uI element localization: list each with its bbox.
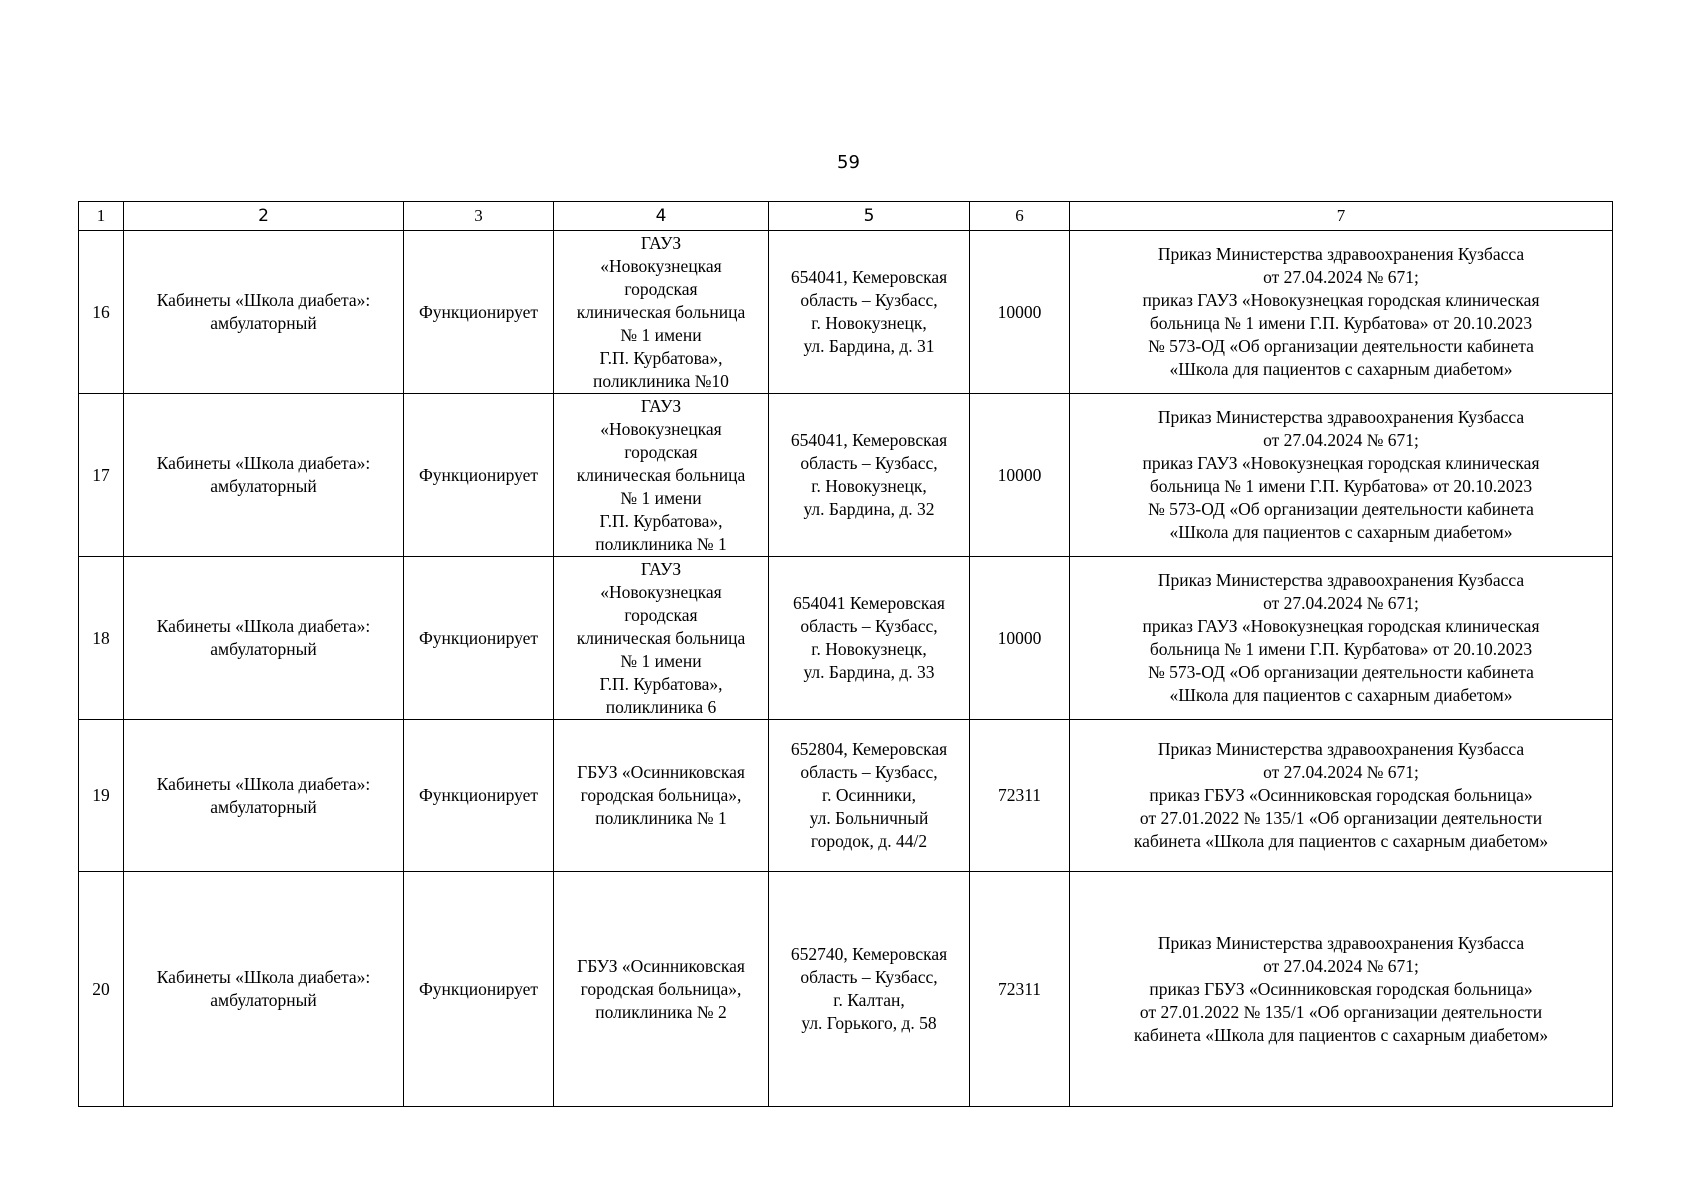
address-line: 652804, Кемеровская bbox=[790, 739, 948, 759]
documents-cell bbox=[1070, 231, 1613, 394]
address-cell bbox=[769, 231, 970, 394]
documents-line: «Школа для пациентов с сахарным диабетом» bbox=[1169, 359, 1513, 379]
organization-line: «Новокузнецкая bbox=[600, 418, 722, 439]
organization-line: поликлиника № 2 bbox=[595, 1001, 727, 1022]
table-row bbox=[79, 720, 1613, 872]
documents-line: больница № 1 имени Г.П. Курбатова» от 20.10.2023 bbox=[1149, 639, 1533, 659]
documents-line: № 573-ОД «Об организации деятельности кабинета bbox=[1148, 336, 1534, 356]
documents-line: Приказ Министерства здравоохранения Кузбасса bbox=[1157, 932, 1525, 953]
type-line: Кабинеты «Школа диабета»: bbox=[156, 616, 371, 636]
type-line: амбулаторный bbox=[210, 476, 317, 496]
organization-line: № 1 имени bbox=[620, 650, 702, 671]
documents-cell bbox=[1070, 557, 1613, 720]
documents-line: № 573-ОД «Об организации деятельности кабинета bbox=[1148, 662, 1534, 682]
column-header-4: 4 bbox=[554, 202, 769, 231]
documents-line: «Школа для пациентов с сахарным диабетом» bbox=[1169, 685, 1513, 705]
documents-line: Приказ Министерства здравоохранения Кузбасса bbox=[1157, 739, 1525, 759]
documents-line: приказ ГБУЗ «Осинниковская городская больница» bbox=[1149, 978, 1533, 999]
address-line: ул. Горького, д. 58 bbox=[801, 1013, 937, 1033]
address-line: г. Новокузнецк, bbox=[811, 476, 927, 496]
cabinet-type-cell bbox=[124, 557, 404, 720]
documents-cell bbox=[1070, 394, 1613, 557]
address-line: ул. Бардина, д. 31 bbox=[803, 336, 935, 356]
organization-cell bbox=[554, 557, 769, 720]
organization-line: ГБУЗ «Осинниковская bbox=[577, 762, 745, 782]
type-line: амбулаторный bbox=[210, 313, 317, 333]
organization-line: № 1 имени bbox=[620, 487, 702, 508]
code-cell: 72311 bbox=[970, 720, 1070, 872]
code-cell: 10000 bbox=[970, 557, 1070, 720]
type-line: Кабинеты «Школа диабета»: bbox=[156, 290, 371, 310]
address-line: область – Кузбасс, bbox=[800, 453, 938, 473]
status-cell: Функционирует bbox=[404, 394, 554, 557]
organization-line: поликлиника №10 bbox=[593, 370, 729, 391]
row-number-cell: 18 bbox=[79, 557, 124, 720]
row-number-cell: 16 bbox=[79, 231, 124, 394]
table-row bbox=[79, 394, 1613, 557]
status-cell: Функционирует bbox=[404, 231, 554, 394]
documents-line: кабинета «Школа для пациентов с сахарным диабетом» bbox=[1133, 1024, 1549, 1045]
address-line: область – Кузбасс, bbox=[800, 762, 938, 782]
documents-line: от 27.04.2024 № 671; bbox=[1263, 955, 1419, 976]
organization-line: ГАУЗ bbox=[640, 558, 682, 579]
documents-cell bbox=[1070, 872, 1613, 1107]
address-line: 652740, Кемеровская bbox=[790, 944, 948, 964]
address-cell bbox=[769, 720, 970, 872]
status-cell: Функционирует bbox=[404, 872, 554, 1107]
organization-line: поликлиника № 1 bbox=[595, 533, 727, 554]
organization-line: № 1 имени bbox=[620, 324, 702, 345]
organization-line: Г.П. Курбатова», bbox=[599, 673, 723, 694]
column-header-2: 2 bbox=[124, 202, 404, 231]
cabinet-type-cell bbox=[124, 720, 404, 872]
documents-line: приказ ГБУЗ «Осинниковская городская больница» bbox=[1149, 785, 1533, 805]
organization-cell bbox=[554, 231, 769, 394]
organization-line: городская bbox=[624, 441, 698, 462]
organization-line: клиническая больница bbox=[576, 627, 746, 648]
type-line: Кабинеты «Школа диабета»: bbox=[156, 453, 371, 473]
address-line: 654041, Кемеровская bbox=[790, 267, 948, 287]
documents-cell bbox=[1070, 720, 1613, 872]
organization-cell bbox=[554, 872, 769, 1107]
documents-line: больница № 1 имени Г.П. Курбатова» от 20.10.2023 bbox=[1149, 313, 1533, 333]
code-cell: 72311 bbox=[970, 872, 1070, 1107]
address-line: ул. Больничный bbox=[809, 808, 929, 828]
type-line: Кабинеты «Школа диабета»: bbox=[156, 773, 371, 794]
address-cell bbox=[769, 394, 970, 557]
table-row bbox=[79, 557, 1613, 720]
address-cell bbox=[769, 872, 970, 1107]
documents-line: кабинета «Школа для пациентов с сахарным диабетом» bbox=[1133, 831, 1549, 851]
documents-line: от 27.04.2024 № 671; bbox=[1263, 762, 1419, 782]
table-row bbox=[79, 231, 1613, 394]
documents-line: Приказ Министерства здравоохранения Кузбасса bbox=[1157, 570, 1525, 590]
column-header-3: 3 bbox=[404, 202, 554, 231]
documents-line: № 573-ОД «Об организации деятельности кабинета bbox=[1148, 499, 1534, 519]
documents-line: от 27.01.2022 № 135/1 «Об организации деятельности bbox=[1139, 1001, 1543, 1022]
address-line: городок, д. 44/2 bbox=[810, 831, 928, 851]
documents-line: приказ ГАУЗ «Новокузнецкая городская клиническая bbox=[1142, 453, 1540, 473]
address-line: ул. Бардина, д. 32 bbox=[803, 499, 935, 519]
column-header-6: 6 bbox=[970, 202, 1070, 231]
documents-line: от 27.04.2024 № 671; bbox=[1263, 267, 1419, 287]
organization-line: городская bbox=[624, 604, 698, 625]
type-line: Кабинеты «Школа диабета»: bbox=[156, 967, 371, 987]
documents-line: от 27.04.2024 № 671; bbox=[1263, 593, 1419, 613]
address-line: область – Кузбасс, bbox=[800, 616, 938, 636]
documents-line: «Школа для пациентов с сахарным диабетом» bbox=[1169, 522, 1513, 542]
address-line: область – Кузбасс, bbox=[800, 967, 938, 987]
type-line: амбулаторный bbox=[210, 639, 317, 659]
organization-line: поликлиника 6 bbox=[605, 696, 717, 717]
organization-cell bbox=[554, 720, 769, 872]
address-line: г. Калтан, bbox=[833, 990, 905, 1010]
organization-line: городская bbox=[624, 278, 698, 299]
row-number-cell: 17 bbox=[79, 394, 124, 557]
type-line: амбулаторный bbox=[210, 990, 317, 1010]
organization-line: поликлиника № 1 bbox=[595, 808, 727, 828]
address-line: г. Осинники, bbox=[821, 785, 917, 805]
organization-line: «Новокузнецкая bbox=[600, 255, 722, 276]
documents-line: Приказ Министерства здравоохранения Кузбасса bbox=[1157, 244, 1525, 264]
organization-line: ГАУЗ bbox=[640, 232, 682, 253]
address-line: область – Кузбасс, bbox=[800, 290, 938, 310]
address-line: г. Новокузнецк, bbox=[811, 639, 927, 659]
cabinet-type-cell bbox=[124, 231, 404, 394]
address-line: г. Новокузнецк, bbox=[811, 313, 927, 333]
row-number-cell: 19 bbox=[79, 720, 124, 872]
organization-line: Г.П. Курбатова», bbox=[599, 347, 723, 368]
organization-line: клиническая больница bbox=[576, 301, 746, 322]
registry-table bbox=[78, 201, 1613, 1107]
organization-line: Г.П. Курбатова», bbox=[599, 510, 723, 531]
table-header-row bbox=[79, 202, 1613, 231]
cabinet-type-cell bbox=[124, 872, 404, 1107]
documents-line: Приказ Министерства здравоохранения Кузбасса bbox=[1157, 407, 1525, 427]
cabinet-type-cell bbox=[124, 394, 404, 557]
column-header-1: 1 bbox=[79, 202, 124, 231]
documents-line: больница № 1 имени Г.П. Курбатова» от 20.10.2023 bbox=[1149, 476, 1533, 496]
organization-line: городская больница», bbox=[580, 785, 742, 805]
documents-line: от 27.04.2024 № 671; bbox=[1263, 430, 1419, 450]
documents-line: приказ ГАУЗ «Новокузнецкая городская клиническая bbox=[1142, 290, 1540, 310]
code-cell: 10000 bbox=[970, 394, 1070, 557]
organization-line: ГАУЗ bbox=[640, 395, 682, 416]
type-line: амбулаторный bbox=[210, 796, 317, 817]
documents-line: от 27.01.2022 № 135/1 «Об организации деятельности bbox=[1139, 808, 1543, 828]
row-number-cell: 20 bbox=[79, 872, 124, 1107]
organization-line: городская больница», bbox=[580, 978, 742, 999]
table-row bbox=[79, 872, 1613, 1107]
address-line: 654041, Кемеровская bbox=[790, 430, 948, 450]
status-cell: Функционирует bbox=[404, 720, 554, 872]
organization-cell bbox=[554, 394, 769, 557]
address-line: 654041 Кемеровская bbox=[793, 593, 945, 613]
organization-line: ГБУЗ «Осинниковская bbox=[577, 955, 745, 976]
documents-line: приказ ГАУЗ «Новокузнецкая городская клиническая bbox=[1142, 616, 1540, 636]
address-cell bbox=[769, 557, 970, 720]
address-line: ул. Бардина, д. 33 bbox=[803, 662, 935, 682]
page-number: 59 bbox=[837, 152, 860, 173]
code-cell: 10000 bbox=[970, 231, 1070, 394]
status-cell: Функционирует bbox=[404, 557, 554, 720]
column-header-7: 7 bbox=[1070, 202, 1613, 231]
organization-line: клиническая больница bbox=[576, 464, 746, 485]
column-header-5: 5 bbox=[769, 202, 970, 231]
organization-line: «Новокузнецкая bbox=[600, 581, 722, 602]
